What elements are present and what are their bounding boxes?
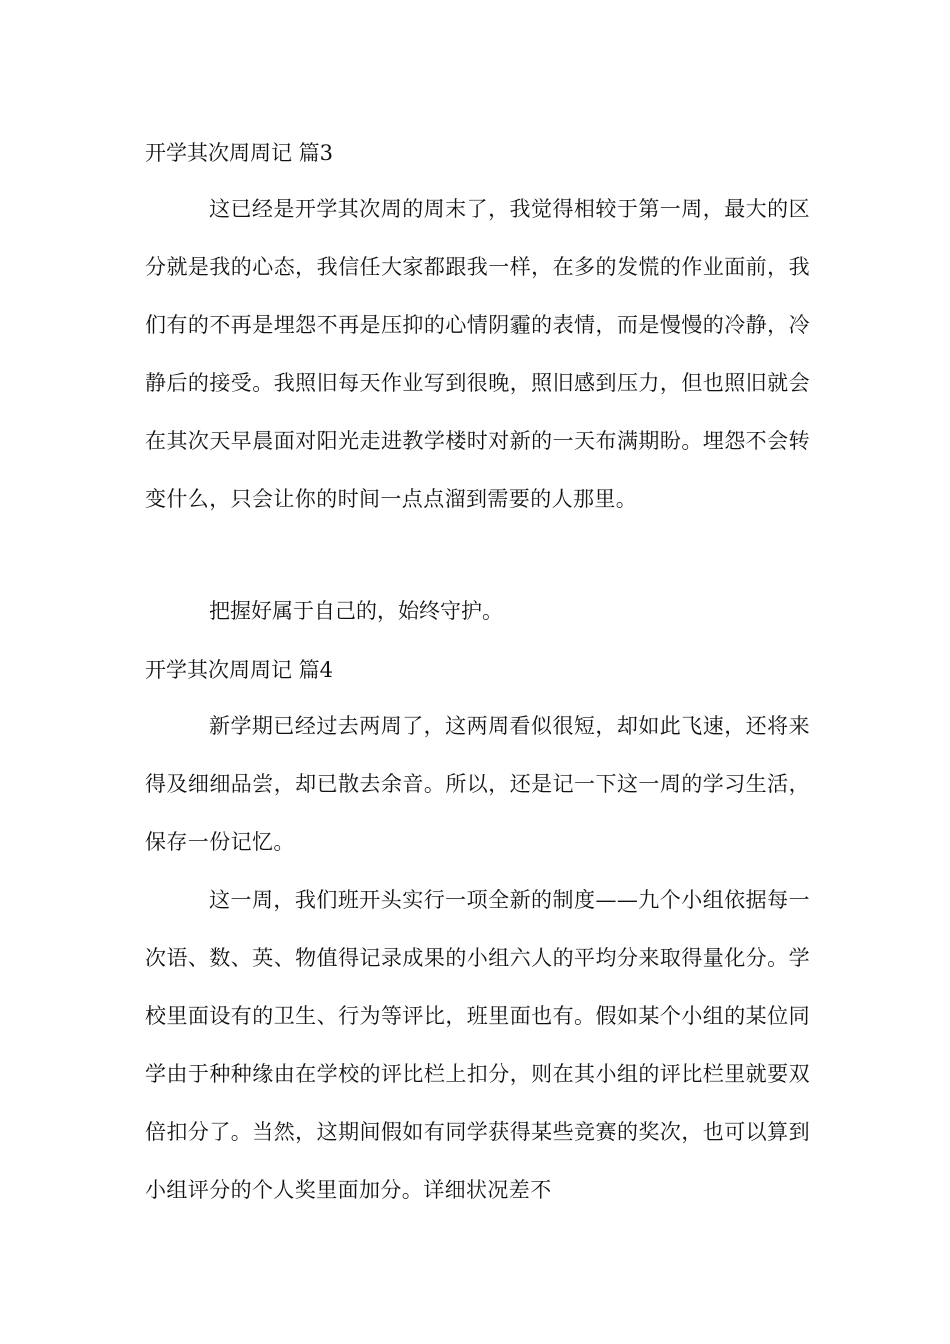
section-4-paragraph-2: 这一周，我们班开头实行一项全新的制度——九个小组依据每一次语、数、英、物值得记录成果的小组六人的平均分来取得量化分。学校里面设有的卫生、行为等评比，班里面也有。假如某个小组的某位同学由于种种缘由在学校的评比栏上扣分，则在其小组的评比栏里就要双倍扣分了。当然，这期间假如有同学获得某些竞赛的奖次，也可以算到小组评分的个人奖里面加分。详细状况差不	[145, 888, 810, 1202]
section-3-title: 开学其次周周记 篇3	[145, 141, 334, 165]
section-4-title: 开学其次周周记 篇4	[145, 658, 334, 682]
section-3-paragraph-1: 这已经是开学其次周的周末了，我觉得相较于第一周，最大的区分就是我的心态，我信任大家都跟我一样，在多的发慌的作业面前，我们有的不再是埋怨不再是压抑的心情阴霾的表情，而是慢慢的冷静，冷静后的接受。我照旧每天作业写到很晚，照旧感到压力，但也照旧就会在其次天早晨面对阳光走进教学楼时对新的一天布满期盼。埋怨不会转变什么，只会让你的时间一点点溜到需要的人那里。	[145, 197, 810, 511]
section-3-paragraph-2: 把握好属于自己的，始终守护。	[209, 599, 503, 623]
section-4-paragraph-1: 新学期已经过去两周了，这两周看似很短，却如此飞速，还将来得及细细品尝，却已散去余音。所以，还是记一下这一周的学习生活，保存一份记忆。	[145, 714, 810, 854]
